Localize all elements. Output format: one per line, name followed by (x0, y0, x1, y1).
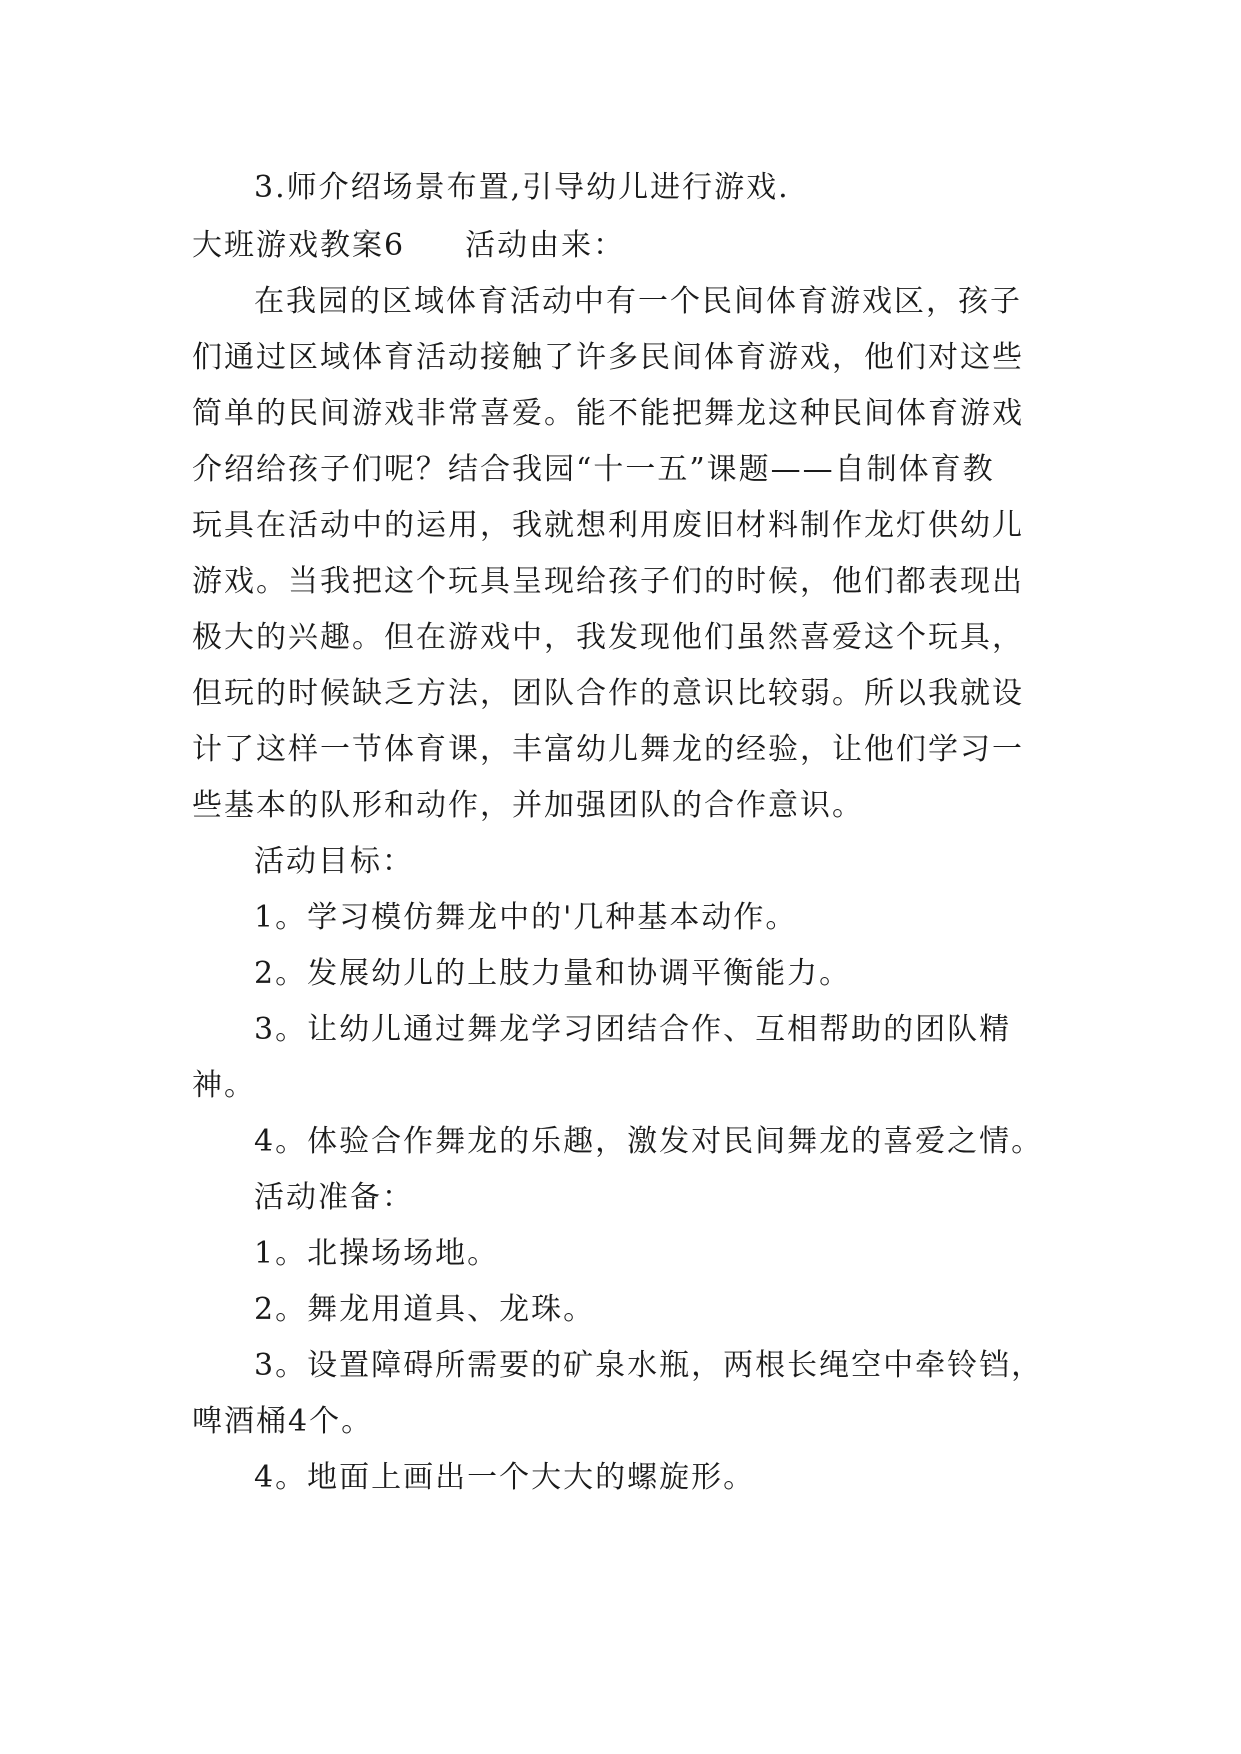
prep-item-2: 2。舞龙用道具、龙珠。 (254, 1292, 596, 1327)
paragraph-line: 些基本的队形和动作，并加强团队的合作意识。 (192, 788, 864, 823)
paragraph-line: 计了这样一节体育课，丰富幼儿舞龙的经验，让他们学习一 (192, 732, 1024, 767)
paragraph-line: 在我园的区域体育活动中有一个民间体育游戏区，孩子 (254, 284, 1022, 319)
prep-item-3: 3。设置障碍所需要的矿泉水瓶，两根长绳空中牵铃铛， (254, 1348, 1044, 1383)
goals-heading: 活动目标： (254, 844, 414, 879)
prep-item-1: 1。北操场场地。 (254, 1236, 500, 1271)
paragraph-line: 但玩的时候缺乏方法，团队合作的意识比较弱。所以我就设 (192, 676, 1024, 711)
paragraph-line: 玩具在活动中的运用，我就想利用废旧材料制作龙灯供幼儿 (192, 508, 1024, 543)
paragraph-line: 介绍给孩子们呢？结合我园“十一五”课题——自制体育教 (192, 452, 995, 487)
goal-item-4: 4。体验合作舞龙的乐趣，激发对民间舞龙的喜爱之情。 (254, 1124, 1044, 1159)
prep-item-4: 4。地面上画出一个大大的螺旋形。 (254, 1460, 756, 1495)
lesson-title: 大班游戏教案6 (192, 228, 406, 263)
step-3-text: 3.师介绍场景布置,引导幼儿进行游戏. (254, 170, 790, 205)
preparation-heading: 活动准备： (254, 1180, 414, 1215)
origin-heading: 活动由来： (465, 228, 626, 263)
goal-item-3-cont: 神。 (192, 1068, 256, 1103)
prep-item-3-cont: 啤酒桶4个。 (192, 1404, 374, 1439)
paragraph-line: 简单的民间游戏非常喜爱。能不能把舞龙这种民间体育游戏 (192, 396, 1024, 431)
goal-item-3: 3。让幼儿通过舞龙学习团结合作、互相帮助的团队精 (254, 1012, 1012, 1047)
paragraph-line: 们通过区域体育活动接触了许多民间体育游戏，他们对这些 (192, 340, 1024, 375)
goal-item-1: 1。学习模仿舞龙中的'几种基本动作。 (254, 900, 798, 935)
section-heading (192, 226, 1072, 266)
goal-item-2: 2。发展幼儿的上肢力量和协调平衡能力。 (254, 956, 852, 991)
paragraph-line: 游戏。当我把这个玩具呈现给孩子们的时候，他们都表现出 (192, 564, 1024, 599)
paragraph-line: 极大的兴趣。但在游戏中，我发现他们虽然喜爱这个玩具， (192, 620, 1024, 655)
